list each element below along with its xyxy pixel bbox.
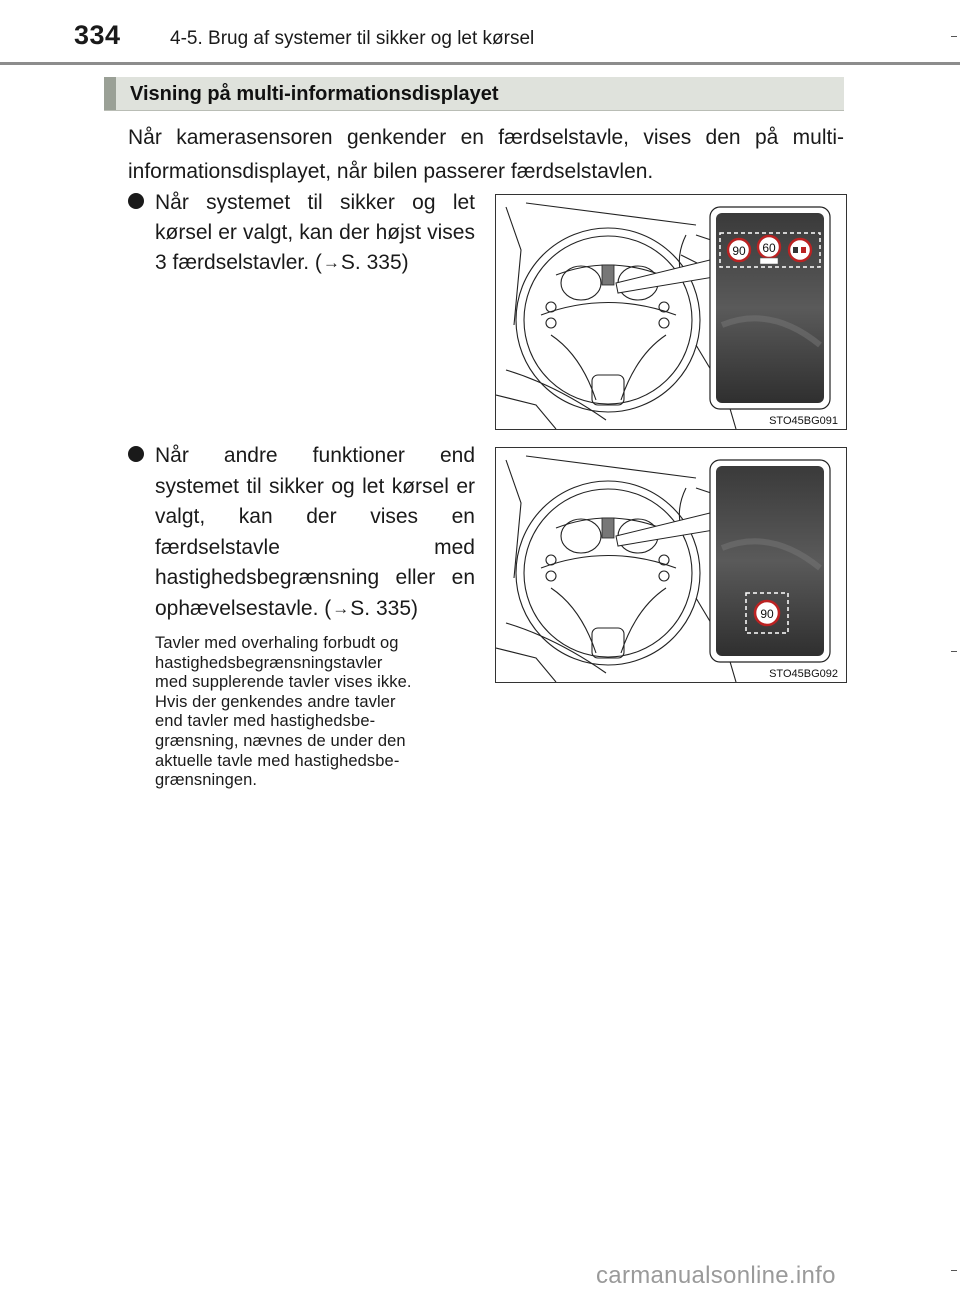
speed-limit-sign-60: 60 [762, 241, 776, 255]
bullet-body [155, 441, 475, 624]
chapter-title: 4-5. Brug af systemer til sikker og let kørsel [170, 28, 535, 49]
header-rule [0, 62, 960, 65]
note-line: grænsningen. [155, 771, 258, 790]
intro-paragraph: Når kamerasensoren genkender en færdselstavle, vises den på multi-informationsdisplayet, når bilen passerer færdselstavlen. [128, 126, 844, 183]
ref-page: S. 335) [340, 251, 409, 274]
note-line: end tavler med hastighedsbe- [155, 712, 376, 731]
note-line: hastighedsbegrænsningstavler [155, 653, 383, 672]
bullet-item [128, 441, 478, 624]
note-line: grænsning, nævnes de under den [155, 731, 406, 750]
bullet-body [155, 188, 475, 278]
speed-limit-sign-90: 90 [760, 607, 774, 621]
sign-row [728, 236, 811, 264]
bullet-dot-icon [128, 193, 144, 209]
figure-code: STO45BG091 [769, 415, 838, 427]
note-line: Tavler med overhaling forbudt og [155, 634, 399, 652]
figure-code: STO45BG092 [769, 668, 838, 680]
figure-dashboard-three-signs [495, 194, 847, 430]
ref-open: ( [324, 596, 332, 620]
speed-limit-sign-90: 90 [732, 244, 746, 258]
dashboard-illustration [496, 195, 846, 429]
display-indicator [602, 265, 614, 285]
note-line: aktuelle tavle med hastighedsbe- [155, 751, 400, 770]
note-line: med supplerende tavler vises ikke. [155, 673, 412, 692]
figure-dashboard-single-sign [495, 447, 847, 683]
bullet-text: Når systemet til sikker og let kørsel er valgt, kan der højst vises 3 færdselstavler. [155, 191, 475, 274]
page-reference[interactable] [324, 594, 418, 625]
crop-mark [951, 36, 957, 37]
crop-mark [951, 651, 957, 652]
ref-open: ( [314, 251, 322, 274]
bullet-text: Når andre funktioner end systemet til sikker og let kørsel er valgt, kan der vises en færdselstavle med hastighedsbegrænsning eller en ophævelsestavle. [155, 444, 475, 620]
display-indicator [602, 518, 614, 538]
note-line: Hvis der genkendes andre tavler [155, 692, 396, 711]
no-overtaking-sign-icon [789, 239, 811, 261]
page-number: 334 [74, 20, 121, 50]
bullet-dot-icon [128, 446, 144, 462]
dashboard-illustration [496, 448, 846, 682]
watermark[interactable]: carmanualsonline.info [596, 1262, 836, 1289]
section-heading-text: Visning på multi-informationsdisplayet [130, 83, 499, 105]
arrow-right-icon: → [322, 253, 340, 272]
note-paragraph [155, 634, 476, 791]
arrow-right-icon: → [332, 598, 350, 618]
section-heading-tab [104, 77, 116, 110]
crop-mark [951, 1270, 957, 1271]
section-heading [104, 77, 844, 111]
page-reference[interactable] [315, 248, 409, 278]
ref-page: S. 335) [350, 596, 418, 620]
bullet-item [128, 188, 478, 278]
